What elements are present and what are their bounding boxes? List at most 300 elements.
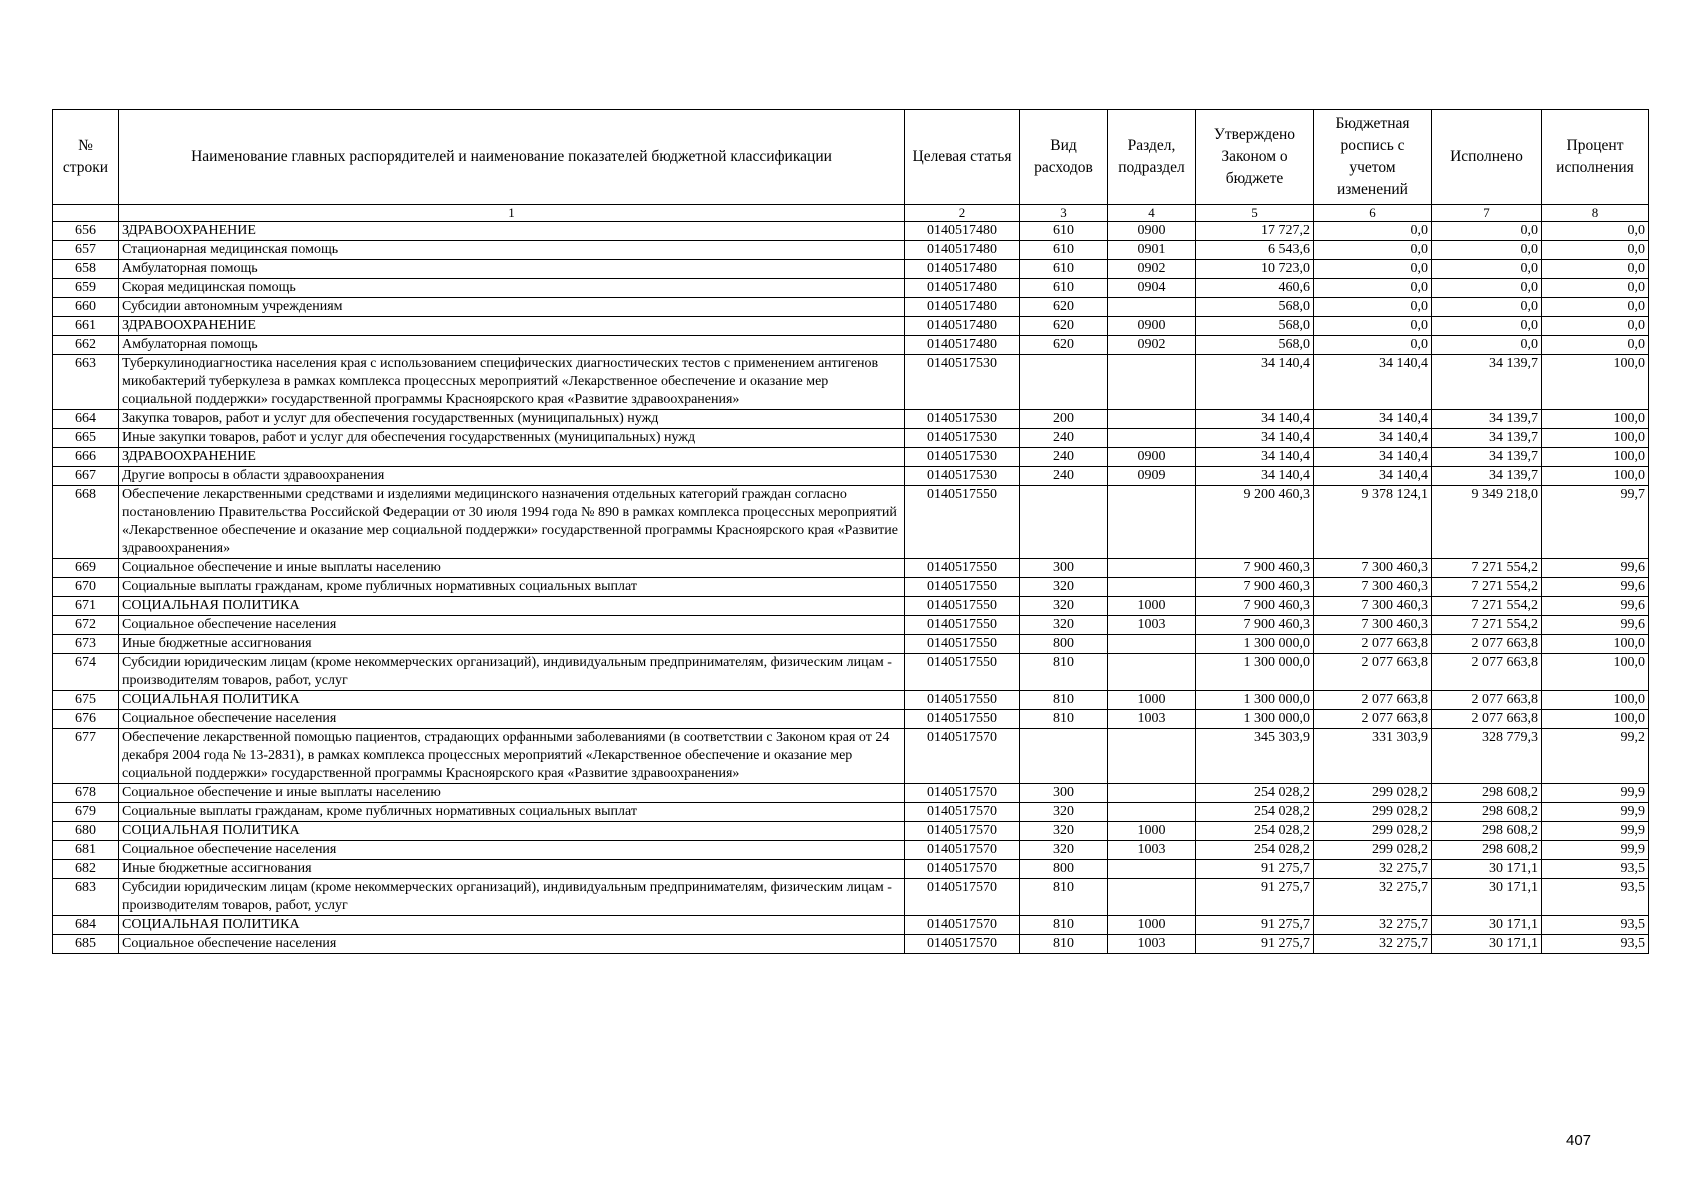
roster-amount: 0,0 — [1314, 317, 1432, 336]
section-code — [1108, 429, 1196, 448]
execution-percent: 93,5 — [1542, 879, 1649, 916]
table-row — [53, 279, 1649, 298]
section-code: 0901 — [1108, 241, 1196, 260]
expense-type: 810 — [1020, 916, 1108, 935]
section-code — [1108, 879, 1196, 916]
section-code: 1003 — [1108, 710, 1196, 729]
header-executed: Исполнено — [1432, 110, 1542, 205]
roster-amount: 34 140,4 — [1314, 448, 1432, 467]
executed-amount: 30 171,1 — [1432, 916, 1542, 935]
expense-type: 320 — [1020, 841, 1108, 860]
table-row — [53, 710, 1649, 729]
approved-amount: 7 900 460,3 — [1196, 616, 1314, 635]
execution-percent: 99,9 — [1542, 822, 1649, 841]
expense-type: 240 — [1020, 448, 1108, 467]
executed-amount: 30 171,1 — [1432, 935, 1542, 954]
row-number: 663 — [53, 355, 119, 410]
row-name: Иные закупки товаров, работ и услуг для обеспечения государственных (муниципальных) нужд — [119, 429, 905, 448]
row-name: Амбулаторная помощь — [119, 336, 905, 355]
execution-percent: 0,0 — [1542, 260, 1649, 279]
section-code: 1000 — [1108, 822, 1196, 841]
column-number: 2 — [905, 205, 1020, 222]
row-number: 679 — [53, 803, 119, 822]
table-row — [53, 486, 1649, 559]
row-name: СОЦИАЛЬНАЯ ПОЛИТИКА — [119, 597, 905, 616]
column-number — [53, 205, 119, 222]
approved-amount: 7 900 460,3 — [1196, 578, 1314, 597]
row-number: 684 — [53, 916, 119, 935]
target-article: 0140517570 — [905, 822, 1020, 841]
roster-amount: 0,0 — [1314, 260, 1432, 279]
section-code — [1108, 559, 1196, 578]
roster-amount: 32 275,7 — [1314, 916, 1432, 935]
roster-amount: 0,0 — [1314, 279, 1432, 298]
expense-type: 610 — [1020, 222, 1108, 241]
approved-amount: 254 028,2 — [1196, 784, 1314, 803]
table-row — [53, 317, 1649, 336]
row-name: Социальное обеспечение и иные выплаты населению — [119, 784, 905, 803]
executed-amount: 298 608,2 — [1432, 784, 1542, 803]
approved-amount: 568,0 — [1196, 298, 1314, 317]
roster-amount: 7 300 460,3 — [1314, 578, 1432, 597]
roster-amount: 7 300 460,3 — [1314, 559, 1432, 578]
approved-amount: 345 303,9 — [1196, 729, 1314, 784]
roster-amount: 299 028,2 — [1314, 784, 1432, 803]
row-name: Туберкулинодиагностика населения края с использованием специфических диагностических тестов с применением антигенов микобактерий туберкулеза в рамках комплекса процессных мероприятий «Лекарственное обеспечение и оказание мер социальной поддержки» государственной программы Красноярского края «Развитие здравоохранения» — [119, 355, 905, 410]
execution-percent: 100,0 — [1542, 355, 1649, 410]
section-code — [1108, 410, 1196, 429]
execution-percent: 93,5 — [1542, 860, 1649, 879]
table-row — [53, 355, 1649, 410]
execution-percent: 99,6 — [1542, 578, 1649, 597]
executed-amount: 0,0 — [1432, 317, 1542, 336]
row-number: 683 — [53, 879, 119, 916]
target-article: 0140517570 — [905, 935, 1020, 954]
table-row — [53, 654, 1649, 691]
row-number: 664 — [53, 410, 119, 429]
target-article: 0140517550 — [905, 654, 1020, 691]
target-article: 0140517480 — [905, 260, 1020, 279]
roster-amount: 7 300 460,3 — [1314, 597, 1432, 616]
approved-amount: 7 900 460,3 — [1196, 597, 1314, 616]
row-number: 677 — [53, 729, 119, 784]
header-percent: Процент исполнения — [1542, 110, 1649, 205]
target-article: 0140517570 — [905, 803, 1020, 822]
expense-type: 620 — [1020, 317, 1108, 336]
executed-amount: 34 139,7 — [1432, 429, 1542, 448]
execution-percent: 99,6 — [1542, 616, 1649, 635]
table-row — [53, 616, 1649, 635]
row-name: СОЦИАЛЬНАЯ ПОЛИТИКА — [119, 822, 905, 841]
row-name: Социальные выплаты гражданам, кроме публичных нормативных социальных выплат — [119, 578, 905, 597]
table-row — [53, 429, 1649, 448]
row-number: 659 — [53, 279, 119, 298]
roster-amount: 7 300 460,3 — [1314, 616, 1432, 635]
row-number: 685 — [53, 935, 119, 954]
row-name: Иные бюджетные ассигнования — [119, 860, 905, 879]
table-row — [53, 336, 1649, 355]
section-code — [1108, 298, 1196, 317]
executed-amount: 2 077 663,8 — [1432, 635, 1542, 654]
row-number: 680 — [53, 822, 119, 841]
section-code: 0904 — [1108, 279, 1196, 298]
row-number: 678 — [53, 784, 119, 803]
section-code — [1108, 355, 1196, 410]
target-article: 0140517550 — [905, 710, 1020, 729]
table-row — [53, 410, 1649, 429]
approved-amount: 91 275,7 — [1196, 916, 1314, 935]
expense-type: 320 — [1020, 803, 1108, 822]
execution-percent: 99,6 — [1542, 597, 1649, 616]
executed-amount: 2 077 663,8 — [1432, 654, 1542, 691]
column-number: 7 — [1432, 205, 1542, 222]
roster-amount: 299 028,2 — [1314, 822, 1432, 841]
row-number: 682 — [53, 860, 119, 879]
approved-amount: 1 300 000,0 — [1196, 635, 1314, 654]
executed-amount: 2 077 663,8 — [1432, 710, 1542, 729]
expense-type: 240 — [1020, 467, 1108, 486]
row-name: Субсидии юридическим лицам (кроме некоммерческих организаций), индивидуальным предпринимателям, физическим лицам - производителям товаров, работ, услуг — [119, 879, 905, 916]
row-number: 656 — [53, 222, 119, 241]
row-number: 658 — [53, 260, 119, 279]
row-number: 669 — [53, 559, 119, 578]
target-article: 0140517570 — [905, 784, 1020, 803]
execution-percent: 100,0 — [1542, 410, 1649, 429]
roster-amount: 9 378 124,1 — [1314, 486, 1432, 559]
row-number: 666 — [53, 448, 119, 467]
table-row — [53, 691, 1649, 710]
target-article: 0140517550 — [905, 559, 1020, 578]
table-row — [53, 935, 1649, 954]
table-header — [53, 110, 1649, 222]
target-article: 0140517480 — [905, 279, 1020, 298]
table-row — [53, 822, 1649, 841]
roster-amount: 32 275,7 — [1314, 935, 1432, 954]
approved-amount: 6 543,6 — [1196, 241, 1314, 260]
expense-type: 810 — [1020, 691, 1108, 710]
row-name: Обеспечение лекарственными средствами и изделиями медицинского назначения отдельных категорий граждан согласно постановлению Правительства Российской Федерации от 30 июля 1994 года № 890 в рамках комплекса процессных мероприятий «Лекарственное обеспечение и оказание мер социальной поддержки» государственной программы Красноярского края «Развитие здравоохранения» — [119, 486, 905, 559]
row-name: Субсидии юридическим лицам (кроме некоммерческих организаций), индивидуальным предпринимателям, физическим лицам - производителям товаров, работ, услуг — [119, 654, 905, 691]
row-number: 673 — [53, 635, 119, 654]
section-code — [1108, 578, 1196, 597]
header-expense-type: Вид расходов — [1020, 110, 1108, 205]
target-article: 0140517480 — [905, 222, 1020, 241]
approved-amount: 1 300 000,0 — [1196, 691, 1314, 710]
target-article: 0140517550 — [905, 578, 1020, 597]
approved-amount: 34 140,4 — [1196, 448, 1314, 467]
row-name: Социальное обеспечение населения — [119, 935, 905, 954]
approved-amount: 460,6 — [1196, 279, 1314, 298]
expense-type: 320 — [1020, 597, 1108, 616]
roster-amount: 2 077 663,8 — [1314, 654, 1432, 691]
expense-type: 800 — [1020, 860, 1108, 879]
row-name: ЗДРАВООХРАНЕНИЕ — [119, 448, 905, 467]
table-row — [53, 803, 1649, 822]
target-article: 0140517550 — [905, 635, 1020, 654]
roster-amount: 34 140,4 — [1314, 355, 1432, 410]
expense-type: 800 — [1020, 635, 1108, 654]
header-row — [53, 110, 1649, 205]
target-article: 0140517530 — [905, 410, 1020, 429]
expense-type: 320 — [1020, 822, 1108, 841]
table-row — [53, 559, 1649, 578]
approved-amount: 34 140,4 — [1196, 410, 1314, 429]
header-row-number: № строки — [53, 110, 119, 205]
target-article: 0140517530 — [905, 467, 1020, 486]
row-name: СОЦИАЛЬНАЯ ПОЛИТИКА — [119, 916, 905, 935]
header-section: Раздел, подраздел — [1108, 110, 1196, 205]
row-number: 665 — [53, 429, 119, 448]
execution-percent: 0,0 — [1542, 222, 1649, 241]
table-row — [53, 729, 1649, 784]
section-code — [1108, 654, 1196, 691]
section-code: 1000 — [1108, 691, 1196, 710]
target-article: 0140517480 — [905, 336, 1020, 355]
section-code — [1108, 729, 1196, 784]
target-article: 0140517480 — [905, 241, 1020, 260]
executed-amount: 0,0 — [1432, 298, 1542, 317]
expense-type: 320 — [1020, 578, 1108, 597]
execution-percent: 100,0 — [1542, 448, 1649, 467]
table-body — [53, 222, 1649, 954]
page-number: 407 — [1566, 1132, 1592, 1149]
expense-type: 620 — [1020, 298, 1108, 317]
approved-amount: 568,0 — [1196, 317, 1314, 336]
table-row — [53, 222, 1649, 241]
executed-amount: 7 271 554,2 — [1432, 597, 1542, 616]
section-code — [1108, 486, 1196, 559]
approved-amount: 254 028,2 — [1196, 822, 1314, 841]
execution-percent: 99,9 — [1542, 803, 1649, 822]
target-article: 0140517570 — [905, 841, 1020, 860]
roster-amount: 0,0 — [1314, 298, 1432, 317]
row-number: 657 — [53, 241, 119, 260]
row-number: 667 — [53, 467, 119, 486]
executed-amount: 298 608,2 — [1432, 803, 1542, 822]
executed-amount: 328 779,3 — [1432, 729, 1542, 784]
roster-amount: 0,0 — [1314, 222, 1432, 241]
row-name: Иные бюджетные ассигнования — [119, 635, 905, 654]
executed-amount: 7 271 554,2 — [1432, 616, 1542, 635]
roster-amount: 34 140,4 — [1314, 467, 1432, 486]
section-code: 1000 — [1108, 597, 1196, 616]
target-article: 0140517550 — [905, 616, 1020, 635]
executed-amount: 34 139,7 — [1432, 355, 1542, 410]
column-number: 4 — [1108, 205, 1196, 222]
section-code — [1108, 803, 1196, 822]
column-number: 3 — [1020, 205, 1108, 222]
execution-percent: 99,6 — [1542, 559, 1649, 578]
approved-amount: 9 200 460,3 — [1196, 486, 1314, 559]
row-name: Социальное обеспечение и иные выплаты населению — [119, 559, 905, 578]
row-name: Стационарная медицинская помощь — [119, 241, 905, 260]
roster-amount: 34 140,4 — [1314, 429, 1432, 448]
section-code — [1108, 784, 1196, 803]
approved-amount: 254 028,2 — [1196, 841, 1314, 860]
execution-percent: 100,0 — [1542, 429, 1649, 448]
column-number: 8 — [1542, 205, 1649, 222]
row-name: Скорая медицинская помощь — [119, 279, 905, 298]
execution-percent: 0,0 — [1542, 279, 1649, 298]
execution-percent: 93,5 — [1542, 916, 1649, 935]
table-row — [53, 784, 1649, 803]
row-number: 675 — [53, 691, 119, 710]
expense-type: 810 — [1020, 710, 1108, 729]
target-article: 0140517480 — [905, 317, 1020, 336]
executed-amount: 7 271 554,2 — [1432, 578, 1542, 597]
expense-type: 810 — [1020, 879, 1108, 916]
expense-type: 610 — [1020, 260, 1108, 279]
roster-amount: 299 028,2 — [1314, 803, 1432, 822]
expense-type — [1020, 729, 1108, 784]
roster-amount: 2 077 663,8 — [1314, 635, 1432, 654]
roster-amount: 32 275,7 — [1314, 879, 1432, 916]
expense-type: 620 — [1020, 336, 1108, 355]
header-budget-roster: Бюджетная роспись с учетом изменений — [1314, 110, 1432, 205]
approved-amount: 34 140,4 — [1196, 467, 1314, 486]
row-number: 662 — [53, 336, 119, 355]
roster-amount: 2 077 663,8 — [1314, 710, 1432, 729]
roster-amount: 34 140,4 — [1314, 410, 1432, 429]
execution-percent: 100,0 — [1542, 691, 1649, 710]
approved-amount: 91 275,7 — [1196, 935, 1314, 954]
section-code: 0900 — [1108, 317, 1196, 336]
section-code: 0900 — [1108, 222, 1196, 241]
budget-execution-table — [52, 109, 1649, 954]
header-name: Наименование главных распорядителей и наименование показателей бюджетной классификации — [119, 110, 905, 205]
section-code: 1003 — [1108, 935, 1196, 954]
execution-percent: 93,5 — [1542, 935, 1649, 954]
executed-amount: 9 349 218,0 — [1432, 486, 1542, 559]
target-article: 0140517530 — [905, 429, 1020, 448]
approved-amount: 17 727,2 — [1196, 222, 1314, 241]
row-name: Социальное обеспечение населения — [119, 616, 905, 635]
roster-amount: 32 275,7 — [1314, 860, 1432, 879]
row-number: 668 — [53, 486, 119, 559]
approved-amount: 568,0 — [1196, 336, 1314, 355]
executed-amount: 0,0 — [1432, 336, 1542, 355]
executed-amount: 34 139,7 — [1432, 467, 1542, 486]
execution-percent: 0,0 — [1542, 241, 1649, 260]
row-number: 676 — [53, 710, 119, 729]
executed-amount: 34 139,7 — [1432, 448, 1542, 467]
execution-percent: 0,0 — [1542, 298, 1649, 317]
row-number: 670 — [53, 578, 119, 597]
row-name: Социальное обеспечение населения — [119, 710, 905, 729]
target-article: 0140517570 — [905, 729, 1020, 784]
executed-amount: 30 171,1 — [1432, 860, 1542, 879]
table-row — [53, 635, 1649, 654]
expense-type — [1020, 355, 1108, 410]
section-code: 0902 — [1108, 336, 1196, 355]
column-number: 1 — [119, 205, 905, 222]
execution-percent: 100,0 — [1542, 635, 1649, 654]
row-number: 660 — [53, 298, 119, 317]
row-name: Амбулаторная помощь — [119, 260, 905, 279]
target-article: 0140517550 — [905, 486, 1020, 559]
column-number: 6 — [1314, 205, 1432, 222]
header-approved: Утверждено Законом о бюджете — [1196, 110, 1314, 205]
row-number: 671 — [53, 597, 119, 616]
approved-amount: 34 140,4 — [1196, 429, 1314, 448]
row-name: Социальные выплаты гражданам, кроме публичных нормативных социальных выплат — [119, 803, 905, 822]
section-code: 0902 — [1108, 260, 1196, 279]
roster-amount: 2 077 663,8 — [1314, 691, 1432, 710]
row-name: Социальное обеспечение населения — [119, 841, 905, 860]
execution-percent: 0,0 — [1542, 317, 1649, 336]
section-code: 0909 — [1108, 467, 1196, 486]
table-row — [53, 578, 1649, 597]
section-code: 0900 — [1108, 448, 1196, 467]
executed-amount: 298 608,2 — [1432, 822, 1542, 841]
execution-percent: 99,9 — [1542, 841, 1649, 860]
executed-amount: 0,0 — [1432, 222, 1542, 241]
table-row — [53, 448, 1649, 467]
target-article: 0140517530 — [905, 448, 1020, 467]
executed-amount: 7 271 554,2 — [1432, 559, 1542, 578]
row-number: 661 — [53, 317, 119, 336]
approved-amount: 91 275,7 — [1196, 860, 1314, 879]
table-row — [53, 860, 1649, 879]
execution-percent: 100,0 — [1542, 654, 1649, 691]
section-code — [1108, 860, 1196, 879]
expense-type: 300 — [1020, 559, 1108, 578]
executed-amount: 0,0 — [1432, 260, 1542, 279]
executed-amount: 2 077 663,8 — [1432, 691, 1542, 710]
header-target-article: Целевая статья — [905, 110, 1020, 205]
approved-amount: 91 275,7 — [1196, 879, 1314, 916]
row-number: 681 — [53, 841, 119, 860]
expense-type: 810 — [1020, 654, 1108, 691]
section-code: 1003 — [1108, 616, 1196, 635]
expense-type: 200 — [1020, 410, 1108, 429]
execution-percent: 99,2 — [1542, 729, 1649, 784]
row-name: СОЦИАЛЬНАЯ ПОЛИТИКА — [119, 691, 905, 710]
expense-type: 320 — [1020, 616, 1108, 635]
execution-percent: 99,7 — [1542, 486, 1649, 559]
row-name: Другие вопросы в области здравоохранения — [119, 467, 905, 486]
table-row — [53, 841, 1649, 860]
section-code: 1000 — [1108, 916, 1196, 935]
row-name: ЗДРАВООХРАНЕНИЕ — [119, 222, 905, 241]
expense-type — [1020, 486, 1108, 559]
target-article: 0140517570 — [905, 860, 1020, 879]
target-article: 0140517550 — [905, 691, 1020, 710]
table-row — [53, 260, 1649, 279]
row-name: Закупка товаров, работ и услуг для обеспечения государственных (муниципальных) нужд — [119, 410, 905, 429]
target-article: 0140517550 — [905, 597, 1020, 616]
section-code: 1003 — [1108, 841, 1196, 860]
executed-amount: 0,0 — [1432, 279, 1542, 298]
row-number: 672 — [53, 616, 119, 635]
row-number: 674 — [53, 654, 119, 691]
roster-amount: 331 303,9 — [1314, 729, 1432, 784]
expense-type: 610 — [1020, 279, 1108, 298]
execution-percent: 99,9 — [1542, 784, 1649, 803]
table-row — [53, 597, 1649, 616]
approved-amount: 1 300 000,0 — [1196, 654, 1314, 691]
table-row — [53, 298, 1649, 317]
row-name: ЗДРАВООХРАНЕНИЕ — [119, 317, 905, 336]
expense-type: 610 — [1020, 241, 1108, 260]
expense-type: 300 — [1020, 784, 1108, 803]
target-article: 0140517570 — [905, 916, 1020, 935]
approved-amount: 10 723,0 — [1196, 260, 1314, 279]
approved-amount: 254 028,2 — [1196, 803, 1314, 822]
table-row — [53, 467, 1649, 486]
execution-percent: 100,0 — [1542, 467, 1649, 486]
table-row — [53, 879, 1649, 916]
